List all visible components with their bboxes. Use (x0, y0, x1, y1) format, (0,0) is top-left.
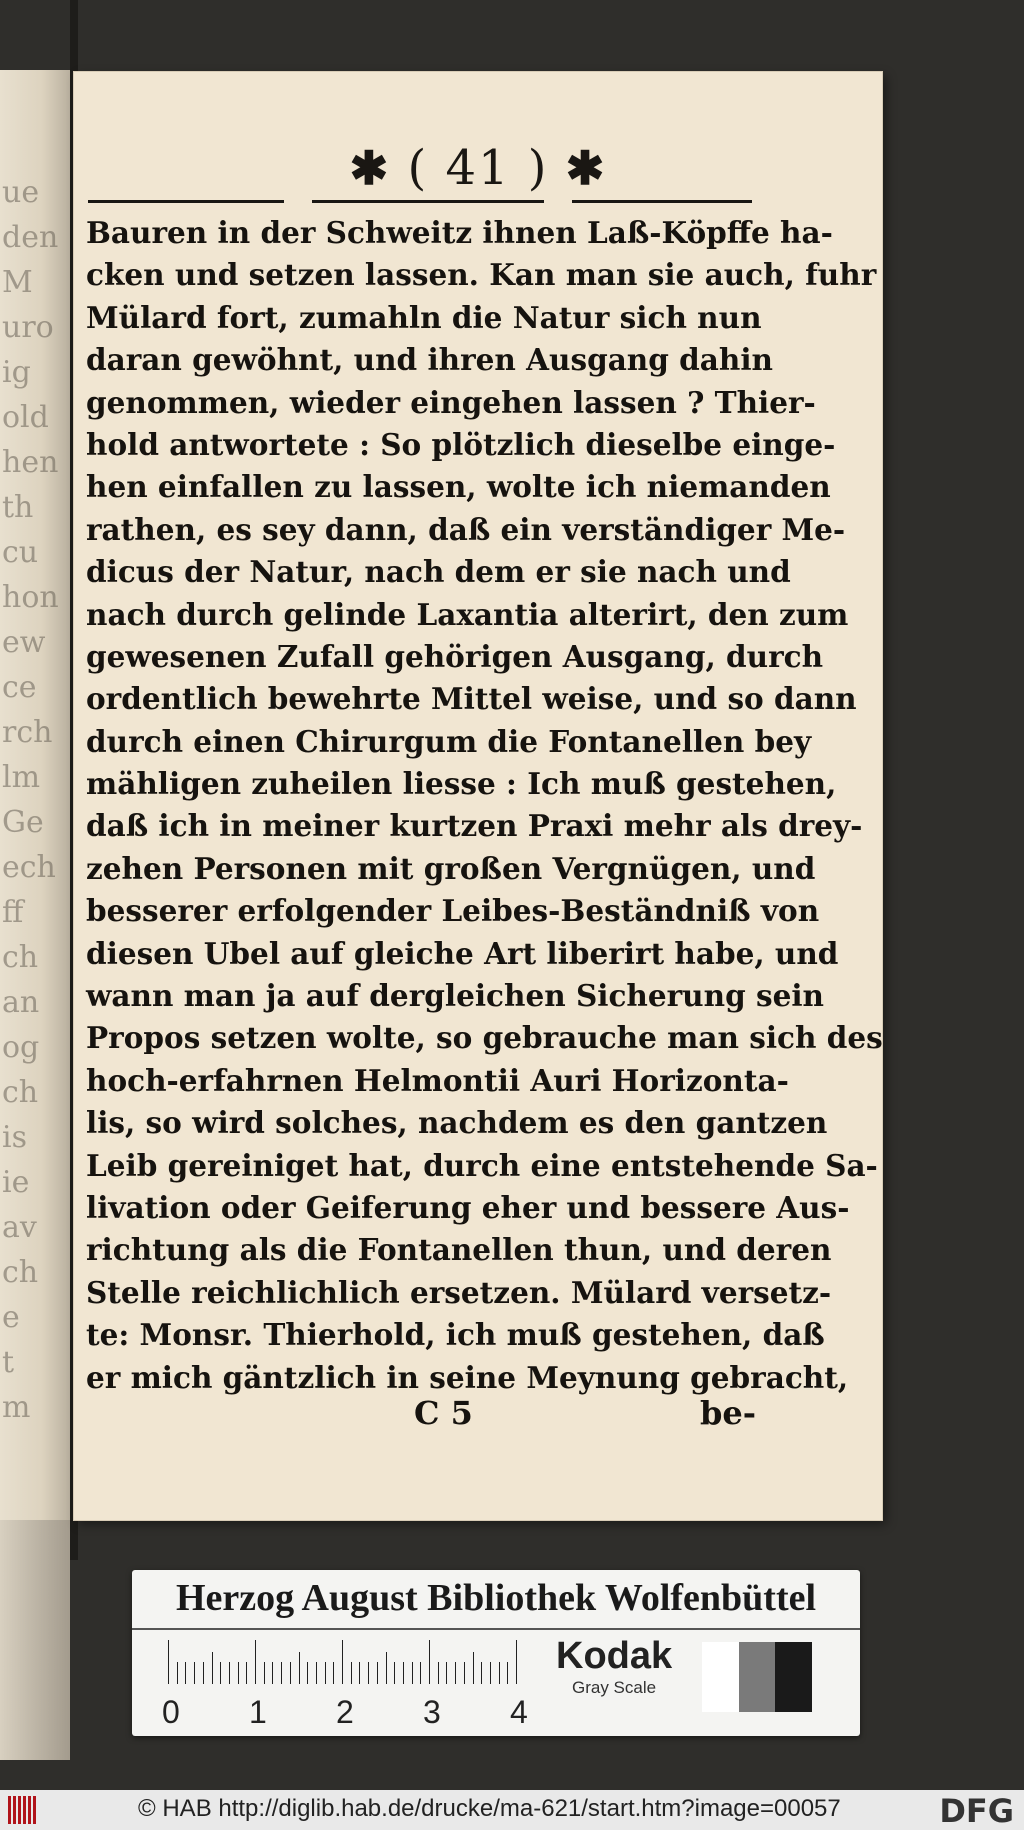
library-name: Herzog August Bibliothek Wolfenbüttel (175, 1577, 817, 1619)
page-header (74, 140, 882, 196)
ruler-tick (177, 1662, 178, 1684)
ruler-tick (490, 1662, 491, 1684)
kodak-logo: Kodak (556, 1635, 673, 1677)
ruler-tick (194, 1662, 195, 1684)
text-line: besserer erfolgender Leibes-Beständniß von (86, 893, 820, 929)
ruler-tick (377, 1662, 378, 1684)
text-line: daß ich in meiner kurtzen Praxi mehr als drey- (86, 808, 863, 844)
text-line: gewesenen Zufall gehörigen Ausgang, durch (86, 638, 824, 674)
asterisk-ornament-right: ✱ (565, 141, 607, 195)
text-line: diesen Ubel auf gleiche Art liberirt habe, und (86, 935, 839, 971)
ruler-tick (429, 1640, 430, 1684)
text-line: ordentlich bewehrte Mittel weise, und so dann (86, 681, 857, 717)
swatch-gray (739, 1642, 776, 1712)
ruler-tick (420, 1662, 421, 1684)
text-line: hold antwortete : So plötzlich dieselbe einge- (86, 426, 836, 462)
text-line: Propos setzen wolte, so gebrauche man sich des (86, 1020, 883, 1056)
ruler-tick (507, 1662, 508, 1684)
text-line: lis, so wird solches, nachdem es den gantzen (86, 1105, 828, 1141)
text-line: rathen, es sey dann, daß ein verständiger Me- (86, 511, 846, 547)
ruler-tick (325, 1662, 326, 1684)
ruler-tick (351, 1662, 352, 1684)
ruler-tick (342, 1640, 343, 1684)
gray-scale-caption: Gray Scale (572, 1678, 657, 1697)
text-line: mähligen zuheilen liesse : Ich muß gestehen, (86, 766, 837, 802)
text-line: er mich gäntzlich in seine Meynung gebracht, (86, 1359, 849, 1395)
ruler-tick (220, 1662, 221, 1684)
previous-page-lower-edge (0, 1520, 70, 1760)
ruler-tick (394, 1662, 395, 1684)
ruler-tick (464, 1662, 465, 1684)
ruler-tick (307, 1662, 308, 1684)
ruler-tick (281, 1662, 282, 1684)
ruler-tick (455, 1662, 456, 1684)
barcode-icon (8, 1796, 48, 1824)
signature-mark: C 5 (414, 1394, 473, 1432)
copyright-url[interactable]: © HAB http://diglib.hab.de/drucke/ma-621/start.htm?image=00057 (138, 1795, 841, 1822)
ruler-tick (168, 1640, 169, 1684)
previous-page-edge: ue den M uro ig old hen th cu hon ew ce rch lm Ge ech ff ch an og ch is ie av ch e t m (0, 70, 70, 1520)
ruler-number: 4 (510, 1694, 528, 1730)
text-line: Stelle reichlichlich ersetzen. Mülard versetz- (86, 1274, 832, 1310)
ruler-tick (264, 1662, 265, 1684)
text-line: durch einen Chirurgum die Fontanellen bey (86, 723, 812, 759)
page-number: ( 41 ) (407, 140, 549, 196)
body-text (86, 212, 883, 1399)
text-line: genommen, wieder eingehen lassen ? Thier- (86, 384, 816, 420)
ruler-tick (368, 1662, 369, 1684)
page-foot (74, 1394, 882, 1436)
ruler-tick (229, 1662, 230, 1684)
ruler-tick (203, 1662, 204, 1684)
ruler-tick (290, 1662, 291, 1684)
header-rule-gap (544, 196, 572, 206)
ruler-tick (386, 1652, 387, 1684)
catchword: be- (699, 1394, 756, 1432)
header-rule-gap (284, 196, 312, 206)
ruler-tick (438, 1662, 439, 1684)
ruler-tick (212, 1652, 213, 1684)
ruler-number: 3 (423, 1694, 441, 1730)
ruler-tick (185, 1662, 186, 1684)
card-divider (132, 1628, 860, 1630)
library-color-target-card (132, 1570, 860, 1736)
ruler-tick (499, 1662, 500, 1684)
footer-bar (0, 1790, 1024, 1830)
ruler-tick (516, 1640, 517, 1684)
ruler-tick (359, 1662, 360, 1684)
ruler-number: 2 (336, 1694, 354, 1730)
scale-ruler (168, 1640, 518, 1684)
text-line: dicus der Natur, nach dem er sie nach und (86, 554, 791, 590)
ruler-tick (255, 1640, 256, 1684)
ruler-tick (246, 1662, 247, 1684)
text-line: Bauren in der Schweitz ihnen Laß-Köpffe ha- (86, 215, 833, 250)
ruler-number: 1 (249, 1694, 267, 1730)
swatch-black (775, 1642, 812, 1712)
text-line: hoch-erfahrnen Helmontii Auri Horizonta- (86, 1062, 789, 1098)
ruler-number: 0 (162, 1694, 180, 1730)
ruler-tick (481, 1662, 482, 1684)
book-page (74, 72, 882, 1520)
text-line: Leib gereiniget hat, durch eine entstehende Sa- (86, 1147, 878, 1183)
text-line: Mülard fort, zumahln die Natur sich nun (86, 299, 762, 335)
text-line: nach durch gelinde Laxantia alterirt, den zum (86, 596, 849, 632)
asterisk-ornament-left: ✱ (349, 141, 391, 195)
text-line: hen einfallen zu lassen, wolte ich niemanden (86, 469, 831, 505)
ruler-tick (333, 1662, 334, 1684)
text-line: richtung als die Fontanellen thun, und deren (86, 1232, 832, 1268)
ruler-tick (272, 1662, 273, 1684)
ruler-tick (412, 1662, 413, 1684)
dfg-logo: DFG (939, 1792, 1014, 1830)
text-line: cken und setzen lassen. Kan man sie auch, fuhr (86, 257, 877, 293)
swatch-white (702, 1642, 739, 1712)
text-line: te: Monsr. Thierhold, ich muß gestehen, daß (86, 1317, 825, 1353)
ruler-tick (316, 1662, 317, 1684)
header-rule (88, 200, 752, 203)
ruler-tick (403, 1662, 404, 1684)
ruler-tick (473, 1652, 474, 1684)
ruler-tick (446, 1662, 447, 1684)
text-line: daran gewöhnt, und ihren Ausgang dahin (86, 342, 773, 378)
gray-swatches (702, 1642, 812, 1712)
text-line: zehen Personen mit großen Vergnügen, und (86, 850, 816, 886)
ruler-tick (299, 1652, 300, 1684)
text-line: livation oder Geiferung eher und bessere Aus- (86, 1189, 850, 1225)
text-line: wann man ja auf dergleichen Sicherung sein (86, 978, 825, 1014)
ruler-tick (238, 1662, 239, 1684)
